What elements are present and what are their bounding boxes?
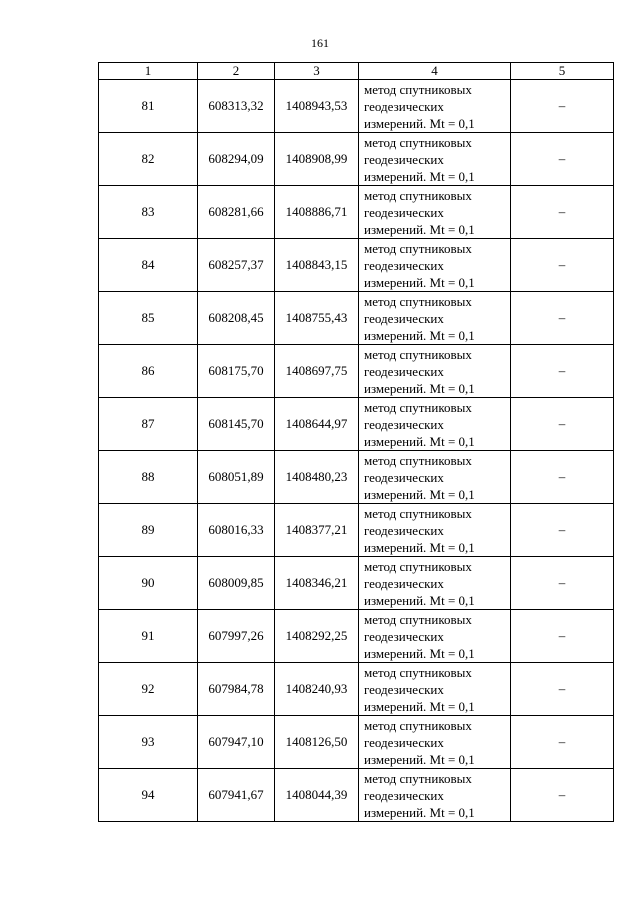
x-coordinate-cell: 608208,45 (198, 292, 275, 345)
method-line: измерений. Mt = 0,1 (364, 221, 475, 237)
method-line: геодезических (364, 787, 444, 803)
note-cell: – (511, 186, 614, 239)
table-row (99, 451, 614, 504)
note-cell: – (511, 398, 614, 451)
table-row (99, 239, 614, 292)
method-line: метод спутниковых (364, 664, 472, 680)
method-line: метод спутниковых (364, 293, 472, 309)
method-line: измерений. Mt = 0,1 (364, 274, 475, 290)
x-coordinate-cell: 608294,09 (198, 133, 275, 186)
method-cell (359, 133, 511, 186)
method-line: измерений. Mt = 0,1 (364, 592, 475, 608)
method-line: метод спутниковых (364, 81, 472, 97)
header-col-2: 2 (198, 63, 275, 80)
method-cell (359, 398, 511, 451)
method-cell (359, 610, 511, 663)
point-number-cell: 81 (99, 80, 198, 133)
header-col-1: 1 (99, 63, 198, 80)
method-line: измерений. Mt = 0,1 (364, 804, 475, 820)
y-coordinate-cell: 1408126,50 (275, 716, 359, 769)
y-coordinate-cell: 1408755,43 (275, 292, 359, 345)
method-line: метод спутниковых (364, 452, 472, 468)
x-coordinate-cell: 608016,33 (198, 504, 275, 557)
table-row (99, 663, 614, 716)
method-line: измерений. Mt = 0,1 (364, 645, 475, 661)
table-header (99, 63, 614, 80)
coordinates-table (98, 62, 614, 822)
point-number-cell: 93 (99, 716, 198, 769)
note-cell: – (511, 239, 614, 292)
note-cell: – (511, 716, 614, 769)
table-row (99, 610, 614, 663)
method-line: геодезических (364, 416, 444, 432)
method-cell (359, 80, 511, 133)
method-line: метод спутниковых (364, 134, 472, 150)
table-row (99, 398, 614, 451)
method-line: геодезических (364, 310, 444, 326)
method-line: измерений. Mt = 0,1 (364, 751, 475, 767)
note-cell: – (511, 557, 614, 610)
point-number-cell: 91 (99, 610, 198, 663)
point-number-cell: 88 (99, 451, 198, 504)
y-coordinate-cell: 1408346,21 (275, 557, 359, 610)
y-coordinate-cell: 1408044,39 (275, 769, 359, 822)
note-cell: – (511, 292, 614, 345)
y-coordinate-cell: 1408644,97 (275, 398, 359, 451)
method-line: геодезических (364, 151, 444, 167)
point-number-cell: 86 (99, 345, 198, 398)
method-cell (359, 716, 511, 769)
table-row (99, 345, 614, 398)
point-number-cell: 85 (99, 292, 198, 345)
table-row (99, 80, 614, 133)
table-row (99, 292, 614, 345)
method-cell (359, 345, 511, 398)
x-coordinate-cell: 607984,78 (198, 663, 275, 716)
x-coordinate-cell: 608175,70 (198, 345, 275, 398)
y-coordinate-cell: 1408480,23 (275, 451, 359, 504)
method-line: геодезических (364, 204, 444, 220)
header-col-5: 5 (511, 63, 614, 80)
method-line: измерений. Mt = 0,1 (364, 115, 475, 131)
note-cell: – (511, 769, 614, 822)
x-coordinate-cell: 607947,10 (198, 716, 275, 769)
note-cell: – (511, 345, 614, 398)
method-line: геодезических (364, 734, 444, 750)
point-number-cell: 92 (99, 663, 198, 716)
page-number: 161 (311, 36, 329, 50)
x-coordinate-cell: 608145,70 (198, 398, 275, 451)
x-coordinate-cell: 608313,32 (198, 80, 275, 133)
y-coordinate-cell: 1408292,25 (275, 610, 359, 663)
method-line: измерений. Mt = 0,1 (364, 486, 475, 502)
point-number-cell: 89 (99, 504, 198, 557)
method-line: измерений. Mt = 0,1 (364, 327, 475, 343)
method-line: геодезических (364, 469, 444, 485)
method-cell (359, 663, 511, 716)
table-row (99, 557, 614, 610)
method-line: метод спутниковых (364, 399, 472, 415)
table-row (99, 716, 614, 769)
method-cell (359, 557, 511, 610)
method-line: метод спутниковых (364, 240, 472, 256)
method-line: метод спутниковых (364, 558, 472, 574)
x-coordinate-cell: 607941,67 (198, 769, 275, 822)
method-line: измерений. Mt = 0,1 (364, 433, 475, 449)
note-cell: – (511, 80, 614, 133)
method-line: измерений. Mt = 0,1 (364, 168, 475, 184)
method-line: метод спутниковых (364, 717, 472, 733)
table-row (99, 769, 614, 822)
header-col-3: 3 (275, 63, 359, 80)
table-row (99, 133, 614, 186)
method-line: геодезических (364, 628, 444, 644)
method-line: геодезических (364, 575, 444, 591)
note-cell: – (511, 451, 614, 504)
x-coordinate-cell: 607997,26 (198, 610, 275, 663)
note-cell: – (511, 663, 614, 716)
method-line: измерений. Mt = 0,1 (364, 380, 475, 396)
method-line: измерений. Mt = 0,1 (364, 698, 475, 714)
method-cell (359, 239, 511, 292)
method-cell (359, 451, 511, 504)
point-number-cell: 87 (99, 398, 198, 451)
method-line: геодезических (364, 522, 444, 538)
method-cell (359, 186, 511, 239)
method-line: геодезических (364, 363, 444, 379)
method-line: метод спутниковых (364, 346, 472, 362)
point-number-cell: 84 (99, 239, 198, 292)
y-coordinate-cell: 1408377,21 (275, 504, 359, 557)
table-body (99, 80, 614, 822)
table-row (99, 504, 614, 557)
table-row (99, 186, 614, 239)
x-coordinate-cell: 608257,37 (198, 239, 275, 292)
method-line: метод спутниковых (364, 187, 472, 203)
point-number-cell: 90 (99, 557, 198, 610)
note-cell: – (511, 504, 614, 557)
method-line: геодезических (364, 98, 444, 114)
method-line: метод спутниковых (364, 505, 472, 521)
method-line: геодезических (364, 257, 444, 273)
method-cell (359, 292, 511, 345)
x-coordinate-cell: 608051,89 (198, 451, 275, 504)
point-number-cell: 94 (99, 769, 198, 822)
method-line: геодезических (364, 681, 444, 697)
x-coordinate-cell: 608009,85 (198, 557, 275, 610)
y-coordinate-cell: 1408843,15 (275, 239, 359, 292)
method-line: метод спутниковых (364, 611, 472, 627)
header-row (99, 63, 614, 80)
method-line: измерений. Mt = 0,1 (364, 539, 475, 555)
header-col-4: 4 (359, 63, 511, 80)
y-coordinate-cell: 1408240,93 (275, 663, 359, 716)
note-cell: – (511, 610, 614, 663)
note-cell: – (511, 133, 614, 186)
method-cell (359, 504, 511, 557)
method-line: метод спутниковых (364, 770, 472, 786)
x-coordinate-cell: 608281,66 (198, 186, 275, 239)
point-number-cell: 82 (99, 133, 198, 186)
method-cell (359, 769, 511, 822)
point-number-cell: 83 (99, 186, 198, 239)
y-coordinate-cell: 1408908,99 (275, 133, 359, 186)
y-coordinate-cell: 1408943,53 (275, 80, 359, 133)
y-coordinate-cell: 1408697,75 (275, 345, 359, 398)
y-coordinate-cell: 1408886,71 (275, 186, 359, 239)
